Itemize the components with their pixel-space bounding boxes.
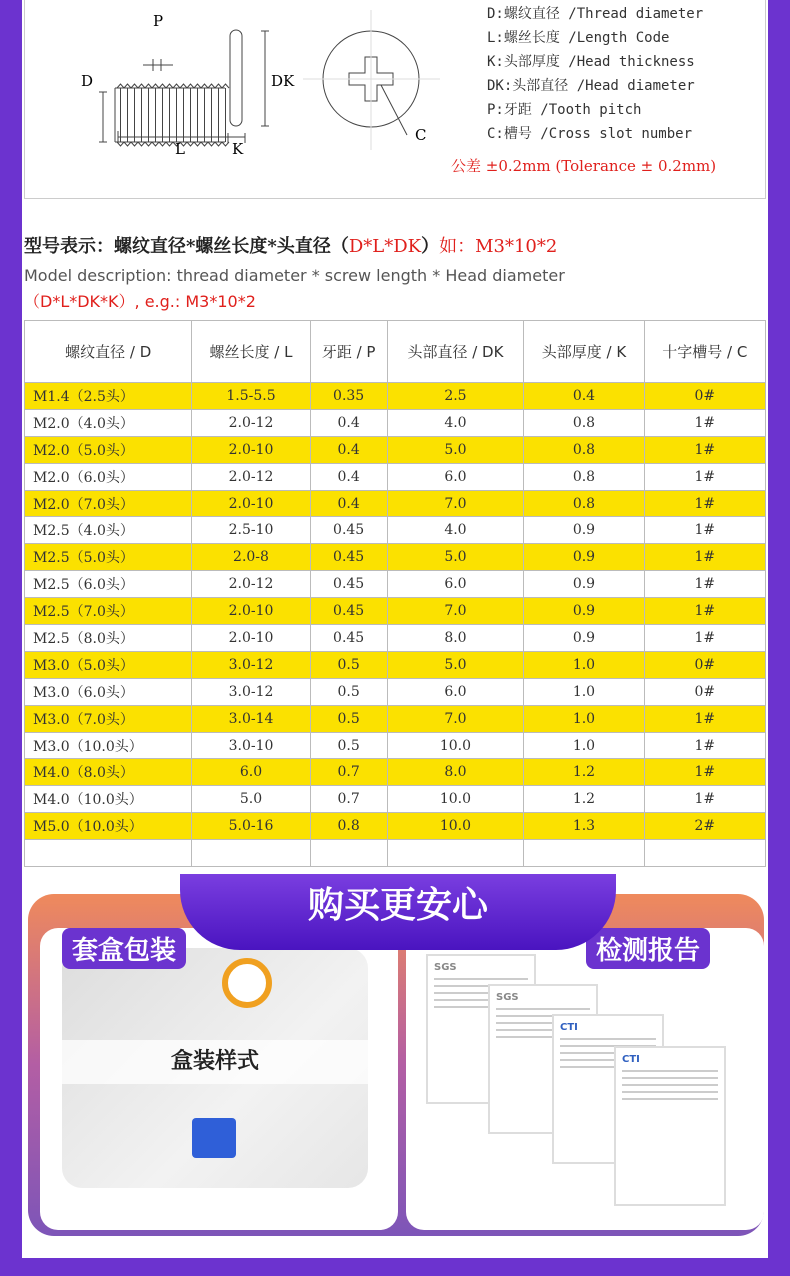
label-k: K bbox=[232, 140, 244, 158]
model-title-prefix: 型号表示：螺纹直径*螺丝长度*头直径（ bbox=[24, 236, 349, 257]
empty-row bbox=[25, 840, 766, 867]
table-cell: 1# bbox=[644, 571, 765, 598]
table-row bbox=[25, 544, 766, 571]
table-cell: 0# bbox=[644, 678, 765, 705]
table-cell: 3.0-14 bbox=[192, 705, 310, 732]
table-cell: 2.5-10 bbox=[192, 517, 310, 544]
table-row bbox=[25, 759, 766, 786]
table-cell: M2.0（7.0头） bbox=[25, 490, 192, 517]
table-cell: M2.5（5.0头） bbox=[25, 544, 192, 571]
table-cell: 1# bbox=[644, 409, 765, 436]
table-cell: 7.0 bbox=[387, 490, 524, 517]
table-cell bbox=[25, 840, 192, 867]
column-header: 头部厚度 / K bbox=[524, 321, 644, 383]
table-cell: M2.5（4.0头） bbox=[25, 517, 192, 544]
table-cell: 1# bbox=[644, 625, 765, 652]
table-cell: 2.0-12 bbox=[192, 463, 310, 490]
table-row bbox=[25, 732, 766, 759]
table-cell: 5.0 bbox=[387, 544, 524, 571]
table-cell: 6.0 bbox=[387, 678, 524, 705]
bottom-bar bbox=[0, 1258, 790, 1276]
table-cell: 0.45 bbox=[310, 598, 387, 625]
table-cell: M4.0（10.0头） bbox=[25, 786, 192, 813]
table-cell: 4.0 bbox=[387, 517, 524, 544]
table-row bbox=[25, 571, 766, 598]
table-cell: 1.2 bbox=[524, 786, 644, 813]
table-cell: 1# bbox=[644, 732, 765, 759]
table-cell: 0.8 bbox=[524, 409, 644, 436]
table-cell: 6.0 bbox=[387, 571, 524, 598]
table-cell: 2.0-12 bbox=[192, 409, 310, 436]
table-cell: 1# bbox=[644, 436, 765, 463]
table-cell: 2.0-10 bbox=[192, 436, 310, 463]
table-cell: 1# bbox=[644, 598, 765, 625]
table-cell: 1.0 bbox=[524, 705, 644, 732]
table-cell bbox=[310, 840, 387, 867]
report-doc: CTI bbox=[552, 1014, 664, 1164]
column-header: 头部直径 / DK bbox=[387, 321, 524, 383]
table-cell: 0.4 bbox=[524, 383, 644, 410]
table-cell: 2.0-10 bbox=[192, 490, 310, 517]
table-cell: 1.3 bbox=[524, 813, 644, 840]
label-l: L bbox=[175, 140, 185, 158]
table-cell: 0.35 bbox=[310, 383, 387, 410]
table-cell: M2.5（7.0头） bbox=[25, 598, 192, 625]
table-cell: M2.0（4.0头） bbox=[25, 409, 192, 436]
table-cell: 1.0 bbox=[524, 732, 644, 759]
table-cell: M3.0（5.0头） bbox=[25, 651, 192, 678]
legend-item: P:牙距 /Tooth pitch bbox=[487, 102, 642, 118]
table-cell: 1.0 bbox=[524, 678, 644, 705]
table-cell: 0# bbox=[644, 383, 765, 410]
report-label: 检测报告 bbox=[586, 928, 710, 969]
photo-label: 盒装样式 bbox=[62, 1040, 368, 1084]
table-cell: 1# bbox=[644, 544, 765, 571]
table-cell: 2.5 bbox=[387, 383, 524, 410]
table-cell: 2.0-8 bbox=[192, 544, 310, 571]
table-cell: 2.0-10 bbox=[192, 598, 310, 625]
report-card bbox=[406, 928, 764, 1230]
table-cell: 0.5 bbox=[310, 651, 387, 678]
table-row bbox=[25, 463, 766, 490]
screw-drawing bbox=[45, 0, 485, 190]
table-cell: M1.4（2.5头） bbox=[25, 383, 192, 410]
model-title-bracket: ） bbox=[421, 236, 440, 257]
assurance-banner bbox=[28, 880, 768, 1240]
table-cell: 6.0 bbox=[387, 463, 524, 490]
table-cell: M2.5（8.0头） bbox=[25, 625, 192, 652]
table-cell: 0.9 bbox=[524, 598, 644, 625]
table-cell: 0.45 bbox=[310, 517, 387, 544]
table-cell: M2.5（6.0头） bbox=[25, 571, 192, 598]
table-cell: 10.0 bbox=[387, 732, 524, 759]
column-header: 十字槽号 / C bbox=[644, 321, 765, 383]
table-cell: 1# bbox=[644, 490, 765, 517]
table-cell: 0.4 bbox=[310, 436, 387, 463]
table-cell: 2.0-10 bbox=[192, 625, 310, 652]
table-row bbox=[25, 651, 766, 678]
table-cell: 0.5 bbox=[310, 705, 387, 732]
table-cell: 7.0 bbox=[387, 598, 524, 625]
table-cell: 1# bbox=[644, 517, 765, 544]
legend-item: C:槽号 /Cross slot number bbox=[487, 126, 693, 142]
table-cell: 3.0-10 bbox=[192, 732, 310, 759]
table-cell: 10.0 bbox=[387, 813, 524, 840]
table-cell: 5.0 bbox=[387, 436, 524, 463]
table-cell: M3.0（6.0头） bbox=[25, 678, 192, 705]
spec-table bbox=[24, 320, 766, 867]
box-latch bbox=[192, 1118, 236, 1158]
label-p: P bbox=[153, 12, 164, 30]
report-doc: SGS bbox=[488, 984, 598, 1134]
table-cell: 3.0-12 bbox=[192, 678, 310, 705]
table-cell: 0.9 bbox=[524, 625, 644, 652]
table-row bbox=[25, 598, 766, 625]
table-cell bbox=[644, 840, 765, 867]
table-cell: 0.8 bbox=[524, 490, 644, 517]
column-header: 牙距 / P bbox=[310, 321, 387, 383]
label-d: D bbox=[81, 72, 94, 90]
table-row bbox=[25, 490, 766, 517]
table-cell: 0.45 bbox=[310, 625, 387, 652]
table-cell: 0.8 bbox=[524, 463, 644, 490]
table-cell: 6.0 bbox=[192, 759, 310, 786]
table-cell: 5.0-16 bbox=[192, 813, 310, 840]
table-cell: 0.4 bbox=[310, 490, 387, 517]
table-row bbox=[25, 625, 766, 652]
table-row bbox=[25, 383, 766, 410]
table-cell: 5.0 bbox=[192, 786, 310, 813]
banner-title: 购买更安心 bbox=[180, 874, 616, 950]
table-row bbox=[25, 678, 766, 705]
table-cell: 1.0 bbox=[524, 651, 644, 678]
model-title bbox=[24, 232, 557, 258]
table-cell: 4.0 bbox=[387, 409, 524, 436]
label-dk: DK bbox=[271, 72, 295, 90]
table-cell: 1# bbox=[644, 463, 765, 490]
table-row bbox=[25, 436, 766, 463]
column-header: 螺丝长度 / L bbox=[192, 321, 310, 383]
legend-item: K:头部厚度 /Head thickness bbox=[487, 54, 695, 70]
table-cell: 0.4 bbox=[310, 409, 387, 436]
table-cell: 0.8 bbox=[310, 813, 387, 840]
table-cell: M5.0（10.0头） bbox=[25, 813, 192, 840]
legend bbox=[487, 2, 703, 146]
table-cell: 0.45 bbox=[310, 544, 387, 571]
table-row bbox=[25, 517, 766, 544]
report-doc: CTI bbox=[614, 1046, 726, 1206]
table-cell: 0.7 bbox=[310, 759, 387, 786]
table-cell: 0.9 bbox=[524, 544, 644, 571]
dial-gauge-icon bbox=[222, 958, 272, 1008]
model-desc-text: Model description: thread diameter * screw length * Head diameter bbox=[24, 266, 565, 285]
page bbox=[22, 0, 768, 1258]
table-row bbox=[25, 705, 766, 732]
table-cell: M3.0（7.0头） bbox=[25, 705, 192, 732]
table-cell: 0.45 bbox=[310, 571, 387, 598]
label-c: C bbox=[415, 126, 427, 144]
table-cell: 1.2 bbox=[524, 759, 644, 786]
table-cell bbox=[387, 840, 524, 867]
table-cell bbox=[524, 840, 644, 867]
legend-item: L:螺丝长度 /Length Code bbox=[487, 30, 670, 46]
table-cell: 1# bbox=[644, 705, 765, 732]
table-cell: M4.0（8.0头） bbox=[25, 759, 192, 786]
table-row bbox=[25, 786, 766, 813]
table-row bbox=[25, 813, 766, 840]
table-cell: 5.0 bbox=[387, 651, 524, 678]
packaging-label: 套盒包装 bbox=[62, 928, 186, 969]
table-cell: M3.0（10.0头） bbox=[25, 732, 192, 759]
table-cell: 0.8 bbox=[524, 436, 644, 463]
report-doc: SGS bbox=[426, 954, 536, 1104]
table-cell: 0.9 bbox=[524, 571, 644, 598]
table-cell: 8.0 bbox=[387, 625, 524, 652]
table-cell: M2.0（5.0头） bbox=[25, 436, 192, 463]
table-cell: 0.9 bbox=[524, 517, 644, 544]
table-cell: 8.0 bbox=[387, 759, 524, 786]
table-cell: M2.0（6.0头） bbox=[25, 463, 192, 490]
table-cell: 7.0 bbox=[387, 705, 524, 732]
table-cell: 0.5 bbox=[310, 732, 387, 759]
table-cell: 1# bbox=[644, 759, 765, 786]
model-title-formula: D*L*DK bbox=[348, 236, 422, 257]
table-cell: 3.0-12 bbox=[192, 651, 310, 678]
legend-item: DK:头部直径 /Head diameter bbox=[487, 78, 695, 94]
table-cell: 2# bbox=[644, 813, 765, 840]
column-header: 螺纹直径 / D bbox=[25, 321, 192, 383]
tolerance-note: 公差 ±0.2mm (Tolerance ± 0.2mm) bbox=[451, 157, 717, 175]
table-cell: 0.4 bbox=[310, 463, 387, 490]
table-cell: 1# bbox=[644, 786, 765, 813]
table-row bbox=[25, 409, 766, 436]
table-cell: 1.5-5.5 bbox=[192, 383, 310, 410]
screw-diagram bbox=[24, 0, 766, 199]
boxed-screws-photo bbox=[62, 948, 368, 1188]
table-cell: 2.0-12 bbox=[192, 571, 310, 598]
table-cell: 10.0 bbox=[387, 786, 524, 813]
model-desc-example: （D*L*DK*K）, e.g.: M3*10*2 bbox=[24, 292, 256, 311]
model-description bbox=[24, 263, 565, 315]
model-title-example: 如：M3*10*2 bbox=[439, 236, 558, 257]
table-cell: 0.7 bbox=[310, 786, 387, 813]
table-cell: 0.5 bbox=[310, 678, 387, 705]
packaging-card bbox=[40, 928, 398, 1230]
table-cell bbox=[192, 840, 310, 867]
legend-item: D:螺纹直径 /Thread diameter bbox=[487, 6, 704, 22]
table-cell: 0# bbox=[644, 651, 765, 678]
